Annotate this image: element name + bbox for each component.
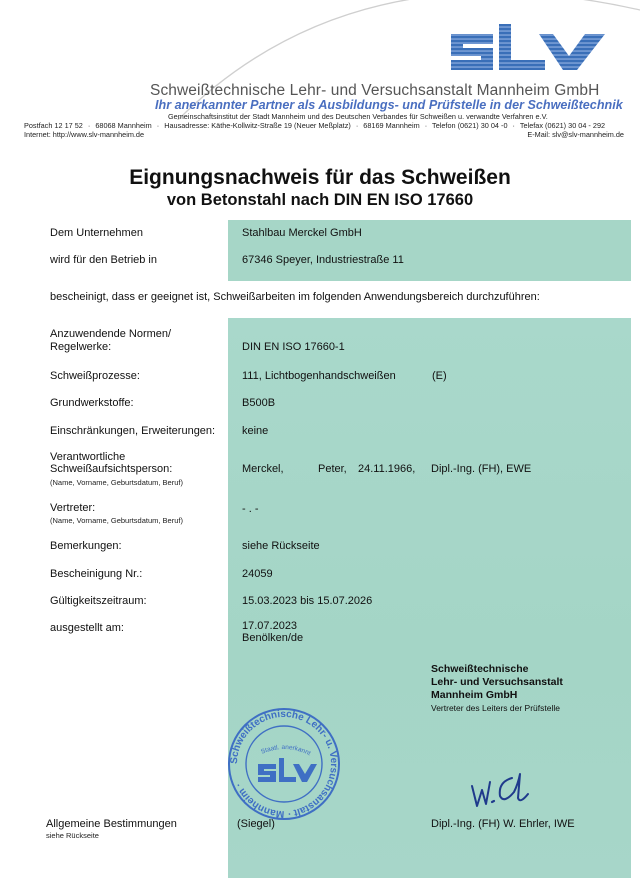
value-prozesse: 111, Lichtbogenhandschweißen bbox=[242, 370, 396, 382]
sig-org-2: Lehr- und Versuchsanstalt bbox=[431, 676, 563, 688]
label-aufsicht-2: Schweißaufsichtsperson: bbox=[50, 463, 173, 475]
stamp-ring-text: Schweißtechnische Lehr- u. Versuchsanstalt · Mannheim · bbox=[228, 708, 340, 820]
postfach: Postfach 12 17 52 bbox=[24, 121, 83, 130]
value-ausgestellt-ref: Benölken/de bbox=[242, 632, 304, 644]
label-site: wird für den Betrieb in bbox=[50, 254, 157, 266]
value-einschraenkungen: keine bbox=[242, 425, 269, 437]
hint-aufsicht: (Name, Vorname, Geburtsdatum, Beruf) bbox=[50, 478, 183, 487]
label-bemerkungen: Bemerkungen: bbox=[50, 540, 122, 552]
address-line: Postfach 12 17 52 · 68068 Mannheim · Hausadresse: Käthe-Kollwitz-Straße 19 (Neuer Meßplatz) · 68169 Mannheim · Telefon (0621) 30 04 -0 · Telefax (0621) 30 04 - 292 bbox=[24, 121, 606, 130]
value-bemerkungen: siehe Rückseite bbox=[242, 540, 320, 552]
document-subtitle: von Betonstahl nach DIN EN ISO 17660 bbox=[166, 191, 474, 209]
label-werkstoffe: Grundwerkstoffe: bbox=[50, 397, 134, 409]
general-terms: Allgemeine Bestimmungen bbox=[46, 818, 177, 830]
institute-name: Schweißtechnische Lehr- und Versuchsanstalt Mannheim GmbH bbox=[150, 82, 600, 99]
sig-org-3: Mannheim GmbH bbox=[431, 689, 518, 701]
internet-address: Internet: http://www.slv-mannheim.de bbox=[24, 130, 145, 139]
siegel-label: (Siegel) bbox=[237, 818, 275, 830]
institute-slogan: Ihr anerkannter Partner als Ausbildungs- und Prüfstelle in der Schweißtechnik bbox=[155, 98, 623, 112]
label-bescheinigung-nr: Bescheinigung Nr.: bbox=[50, 568, 143, 580]
label-normen-1: Anzuwendende Normen/ bbox=[50, 328, 172, 340]
fax: Telefax (0621) 30 04 - 292 bbox=[519, 121, 606, 130]
handwritten-signature bbox=[468, 768, 532, 810]
sig-role: Vertreter des Leiters der Prüfstelle bbox=[431, 703, 560, 713]
institute-association: Gemeinschaftsinstitut der Stadt Mannheim und des Deutschen Verbandes für Schweißen u. verwandte Verfahren e.V. bbox=[168, 112, 548, 121]
value-gueltigkeit: 15.03.2023 bis 15.07.2026 bbox=[242, 595, 373, 607]
company-site: 67346 Speyer, Industriestraße 11 bbox=[242, 254, 404, 266]
email-address: E-Mail: slv@slv-mannheim.de bbox=[527, 130, 624, 139]
stamp-slv-logo bbox=[258, 758, 317, 782]
value-vertreter: - . - bbox=[242, 503, 259, 515]
official-stamp bbox=[226, 706, 342, 822]
value-prozesse-code: (E) bbox=[432, 370, 447, 382]
document-title: Eignungsnachweis für das Schweißen bbox=[129, 166, 511, 189]
street-address: Hausadresse: Käthe-Kollwitz-Straße 19 (Neuer Meßplatz) bbox=[164, 121, 351, 130]
label-prozesse: Schweißprozesse: bbox=[50, 370, 140, 382]
svg-text:Staatl. anerkannt bbox=[260, 744, 312, 757]
value-normen: DIN EN ISO 17660-1 bbox=[242, 341, 345, 353]
label-company: Dem Unternehmen bbox=[50, 227, 143, 239]
value-bescheinigung-nr: 24059 bbox=[242, 568, 273, 580]
value-aufsicht-datum: 24.11.1966, bbox=[358, 463, 416, 475]
label-aufsicht-1: Verantwortliche bbox=[50, 451, 126, 463]
label-einschraenkungen: Einschränkungen, Erweiterungen: bbox=[50, 425, 216, 437]
post-city: 68068 Mannheim bbox=[95, 121, 152, 130]
value-aufsicht-name: Merckel, bbox=[242, 463, 284, 475]
company-name: Stahlbau Merckel GmbH bbox=[242, 227, 362, 239]
statement: bescheinigt, dass er geeignet ist, Schweißarbeiten im folgenden Anwendungsbereich durchzuführen: bbox=[50, 291, 540, 303]
label-gueltigkeit: Gültigkeitszeitraum: bbox=[50, 595, 147, 607]
slv-logo bbox=[447, 20, 609, 76]
sig-org-1: Schweißtechnische bbox=[431, 663, 529, 675]
label-ausgestellt: ausgestellt am: bbox=[50, 622, 124, 634]
value-aufsicht-beruf: Dipl.-Ing. (FH), EWE bbox=[431, 463, 532, 475]
signer-name: Dipl.-Ing. (FH) W. Ehrler, IWE bbox=[431, 818, 575, 830]
address-city: 68169 Mannheim bbox=[363, 121, 420, 130]
label-normen-2: Regelwerke: bbox=[50, 341, 112, 353]
value-aufsicht-vorname: Peter, bbox=[318, 463, 347, 475]
value-werkstoffe: B500B bbox=[242, 397, 276, 409]
phone: Telefon (0621) 30 04 -0 bbox=[432, 121, 508, 130]
general-terms-see-back: siehe Rückseite bbox=[46, 831, 99, 840]
hint-vertreter: (Name, Vorname, Geburtsdatum, Beruf) bbox=[50, 516, 183, 525]
stamp-inner-text: Staatl. anerkannt bbox=[260, 743, 312, 758]
value-ausgestellt-datum: 17.07.2023 bbox=[242, 620, 298, 632]
label-vertreter: Vertreter: bbox=[50, 502, 96, 514]
